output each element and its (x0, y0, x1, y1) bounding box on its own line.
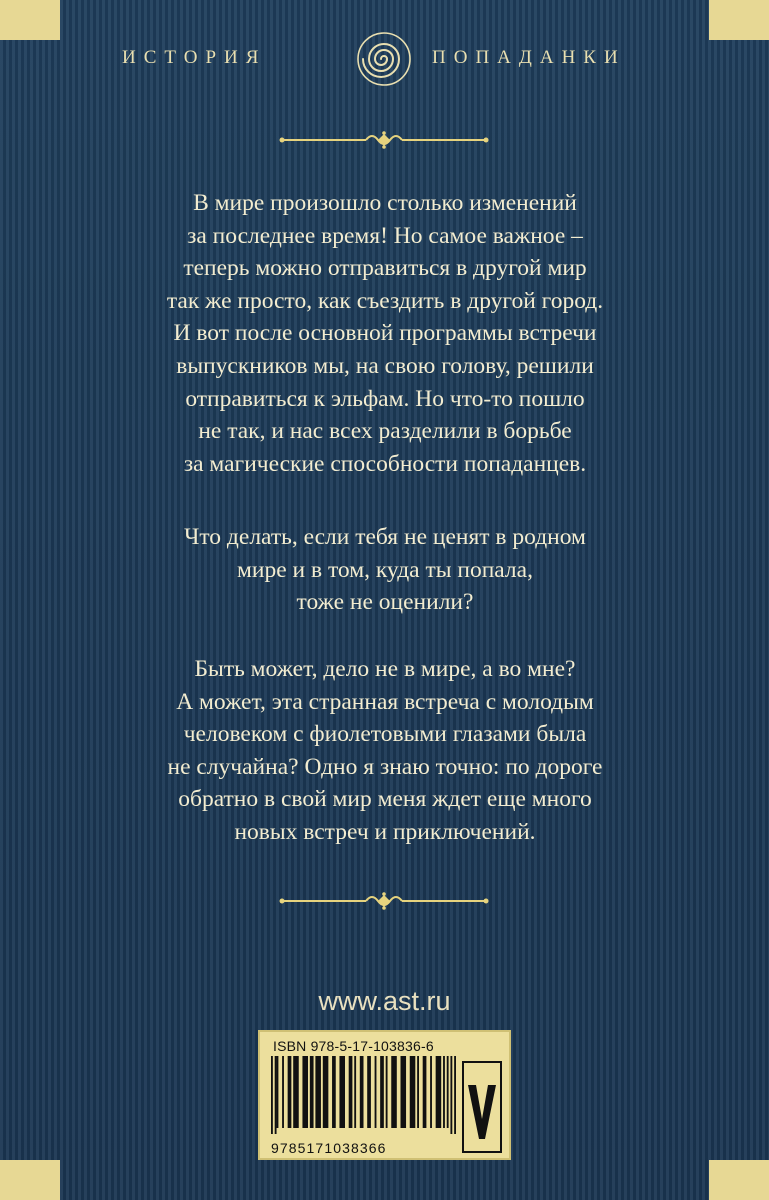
blurb-line: обратно в свой мир меня ждет еще много (178, 786, 592, 813)
series-title-right: ПОПАДАНКИ (432, 47, 626, 68)
blurb-line: отправиться к эльфам. Но что-то пошло (185, 385, 585, 412)
barcode-bar (349, 1056, 353, 1128)
barcode-bar (293, 1056, 299, 1128)
publisher-v-mark-icon (462, 1061, 502, 1153)
barcode-bar (423, 1056, 427, 1128)
barcode-bar (288, 1056, 292, 1128)
barcode-bar (310, 1056, 314, 1128)
barcode-bar (271, 1056, 273, 1134)
barcode-bar (354, 1056, 356, 1128)
blurb-line: не случайна? Одно я знаю точно: по дороге (167, 753, 603, 780)
blurb-paragraph-1 (120, 187, 650, 480)
blurb-line: Что делать, если тебя не ценят в родном (184, 524, 586, 550)
barcode-bar (275, 1056, 277, 1134)
barcode-bar (315, 1056, 321, 1128)
barcode-bar (454, 1056, 456, 1134)
blurb-line: не так, и нас всех разделили в борьбе (198, 418, 572, 445)
blurb-line: И вот после основной программы встречи (173, 320, 597, 347)
blurb-line: тоже не оценили? (296, 589, 474, 616)
ornament-divider-icon (278, 129, 490, 149)
barcode-bar (380, 1056, 384, 1128)
blurb-line: А может, эта странная встреча с молодым (176, 688, 594, 715)
barcode-bar (401, 1056, 407, 1128)
barcode-bar (282, 1056, 284, 1128)
blurb-line: теперь можно отправиться в другой мир (183, 255, 587, 282)
barcode-bar (443, 1056, 445, 1128)
barcode-bar (430, 1056, 432, 1128)
barcode-bar (391, 1056, 397, 1128)
barcode-bar (277, 1056, 279, 1128)
barcode-bar (367, 1056, 371, 1128)
barcode-bar (302, 1056, 308, 1128)
barcode-bar (417, 1056, 419, 1128)
isbn-text: ISBN 978-5-17-103836-6 (273, 1038, 434, 1054)
barcode-bar (375, 1056, 377, 1128)
ornament-divider-icon (278, 890, 490, 910)
ean-number: 9785171038366 (271, 1140, 387, 1156)
barcode-bar (436, 1056, 442, 1128)
blurb-line: Быть может, дело не в мире, а во мне? (194, 656, 576, 682)
blurb-line: человеком с фиолетовыми глазами была (183, 721, 587, 748)
blurb-line: выпускников мы, на свою голову, решили (176, 352, 594, 379)
barcode-bar (386, 1056, 388, 1128)
barcode-bar (332, 1056, 336, 1128)
barcode-bar (323, 1056, 329, 1128)
blurb-line: мире и в том, куда ты попала, (237, 556, 533, 583)
blurb-line: В мире произошло столько изменений (193, 190, 577, 216)
publisher-website: www.ast.ru (318, 986, 451, 1016)
barcode-bar (450, 1056, 452, 1134)
blurb-line: так же просто, как съездить в другой город. (166, 287, 604, 314)
barcode-graphic (271, 1056, 456, 1134)
gold-corner (709, 1160, 769, 1200)
barcode-bar (447, 1056, 449, 1128)
blurb-line: за последнее время! Но самое важное – (187, 222, 583, 249)
barcode-bar (339, 1056, 345, 1128)
gold-corner (0, 1160, 60, 1200)
barcode-bar (360, 1056, 364, 1128)
blurb-paragraph-2 (120, 521, 650, 619)
blurb-line: за магические способности попаданцев. (183, 450, 587, 477)
barcode-bar (410, 1056, 416, 1128)
series-title-left: ИСТОРИЯ (122, 47, 267, 68)
barcode-panel (258, 1030, 511, 1160)
series-header (0, 30, 769, 90)
spiral-swirl-icon (355, 30, 413, 88)
blurb-paragraph-3 (120, 653, 650, 849)
blurb-line: новых встреч и приключений. (234, 818, 536, 845)
